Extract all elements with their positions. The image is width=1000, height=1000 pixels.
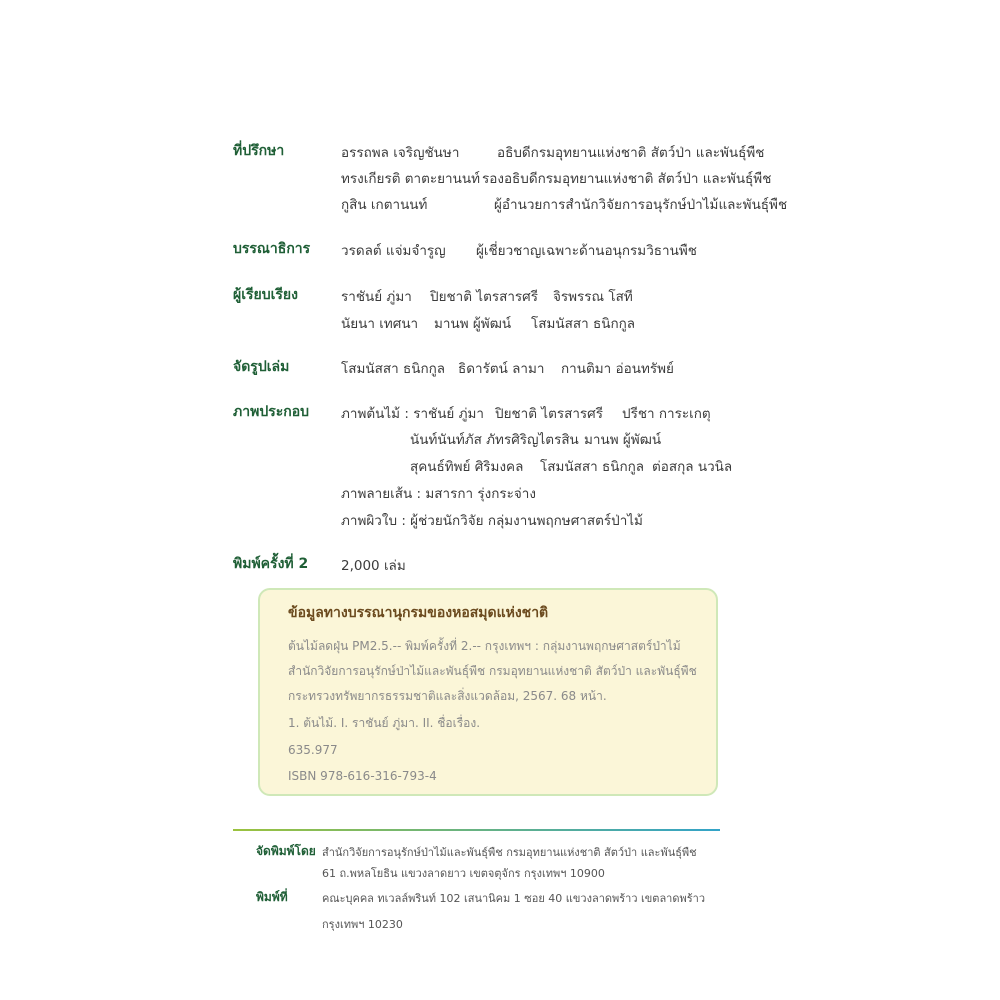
advisors-label: ที่ปรึกษา [233,143,285,159]
layout-name: ธิดารัตน์ ลามา [458,361,545,377]
compiler-name: โสมนัสสา ธนิกกูล [531,316,636,332]
printer-label: พิมพ์ที่ [256,890,288,904]
printing-label: พิมพ์ครั้งที่ 2 [233,556,309,572]
publisher-line: สำนักวิจัยการอนุรักษ์ป่าไม้และพันธุ์พืช กรมอุทยานแห่งชาติ สัตว์ป่า และพันธุ์พืช [322,846,697,859]
compiler-name: นัยนา เทศนา [341,316,419,332]
printer-line: คณะบุคคล ทเวลล์พรินท์ 102 เสนานิคม 1 ซอย 40 แขวงลาดพร้าว เขตลาดพร้าว [322,892,706,905]
advisor-name: อรรถพล เจริญชันษา [341,145,460,161]
illustration-credit: นันท์นันท์ภัส ภัทรศิริญไตรสิน [410,432,579,448]
illustration-credit: มานพ ผู้พัฒน์ [584,432,662,448]
compiler-name: ราชันย์ ภู่มา [341,289,412,305]
advisor-role: ผู้อำนวยการสำนักวิจัยการอนุรักษ์ป่าไม้และพันธุ์พืช [494,197,788,213]
compiler-name: จิรพรรณ โสที [553,289,633,305]
illustration-credit: ปรีชา การะเกตุ [622,406,711,422]
editor-name: วรดลต์ แจ่มจำรูญ [341,243,446,259]
layout-name: กานติมา อ่อนทรัพย์ [561,361,674,377]
cataloging-line: สำนักวิจัยการอนุรักษ์ป่าไม้และพันธุ์พืช กรมอุทยานแห่งชาติ สัตว์ป่า และพันธุ์พืช [288,664,697,678]
advisor-role: อธิบดีกรมอุทยานแห่งชาติ สัตว์ป่า และพันธุ์พืช [497,145,765,161]
publisher-label: จัดพิมพ์โดย [256,844,316,858]
publisher-line: 61 ถ.พหลโยธิน แขวงลาดยาว เขตจตุจักร กรุงเทพฯ 10900 [322,867,605,880]
illustration-credit: ภาพต้นไม้ : ราชันย์ ภู่มา [341,406,484,422]
illustration-credit: ปิยชาติ ไตรสารศรี [495,406,603,422]
printer-line: กรุงเทพฯ 10230 [322,918,403,931]
compiler-name: ปิยชาติ ไตรสารศรี [430,289,538,305]
illustration-credit: ต่อสกุล นวนิล [652,459,733,475]
illustration-credit: ภาพลายเส้น : มสารกา รุ่งกระจ่าง [341,486,536,502]
cataloging-line: 635.977 [288,743,338,757]
cataloging-isbn: ISBN 978-616-316-793-4 [288,769,437,783]
compilers-label: ผู้เรียบเรียง [233,287,298,303]
illustration-credit: โสมนัสสา ธนิกกูล [540,459,645,475]
illustration-credit: สุคนธ์ทิพย์ ศิริมงคล [410,459,524,475]
compiler-name: มานพ ผู้พัฒน์ [434,316,512,332]
cataloging-title: ข้อมูลทางบรรณานุกรมของหอสมุดแห่งชาติ [288,605,549,621]
cataloging-line: 1. ต้นไม้. I. ราชันย์ ภู่มา. II. ชื่อเรื่อง. [288,716,481,730]
advisor-name: กูสิน เกตานนท์ [341,197,428,213]
advisor-role: รองอธิบดีกรมอุทยานแห่งชาติ สัตว์ป่า และพันธุ์พืช [482,171,772,187]
footer-divider [233,829,720,831]
editor-label: บรรณาธิการ [233,241,311,257]
illustration-credit: ภาพผิวใบ : ผู้ช่วยนักวิจัย กลุ่มงานพฤกษศาสตร์ป่าไม้ [341,513,643,529]
printing-copies: 2,000 เล่ม [341,558,406,574]
editor-role: ผู้เชี่ยวชาญเฉพาะด้านอนุกรมวิธานพืช [476,243,697,259]
layout-label: จัดรูปเล่ม [233,359,290,375]
layout-name: โสมนัสสา ธนิกกูล [341,361,446,377]
advisor-name: ทรงเกียรติ ตาตะยานนท์ [341,171,480,187]
illustrations-label: ภาพประกอบ [233,404,310,420]
cataloging-line: ต้นไม้ลดฝุ่น PM2.5.-- พิมพ์ครั้งที่ 2.-- กรุงเทพฯ : กลุ่มงานพฤกษศาสตร์ป่าไม้ [288,639,681,653]
cataloging-box [258,588,718,796]
cataloging-line: กระทรวงทรัพยากรธรรมชาติและสิ่งแวดล้อม, 2567. 68 หน้า. [288,689,607,703]
